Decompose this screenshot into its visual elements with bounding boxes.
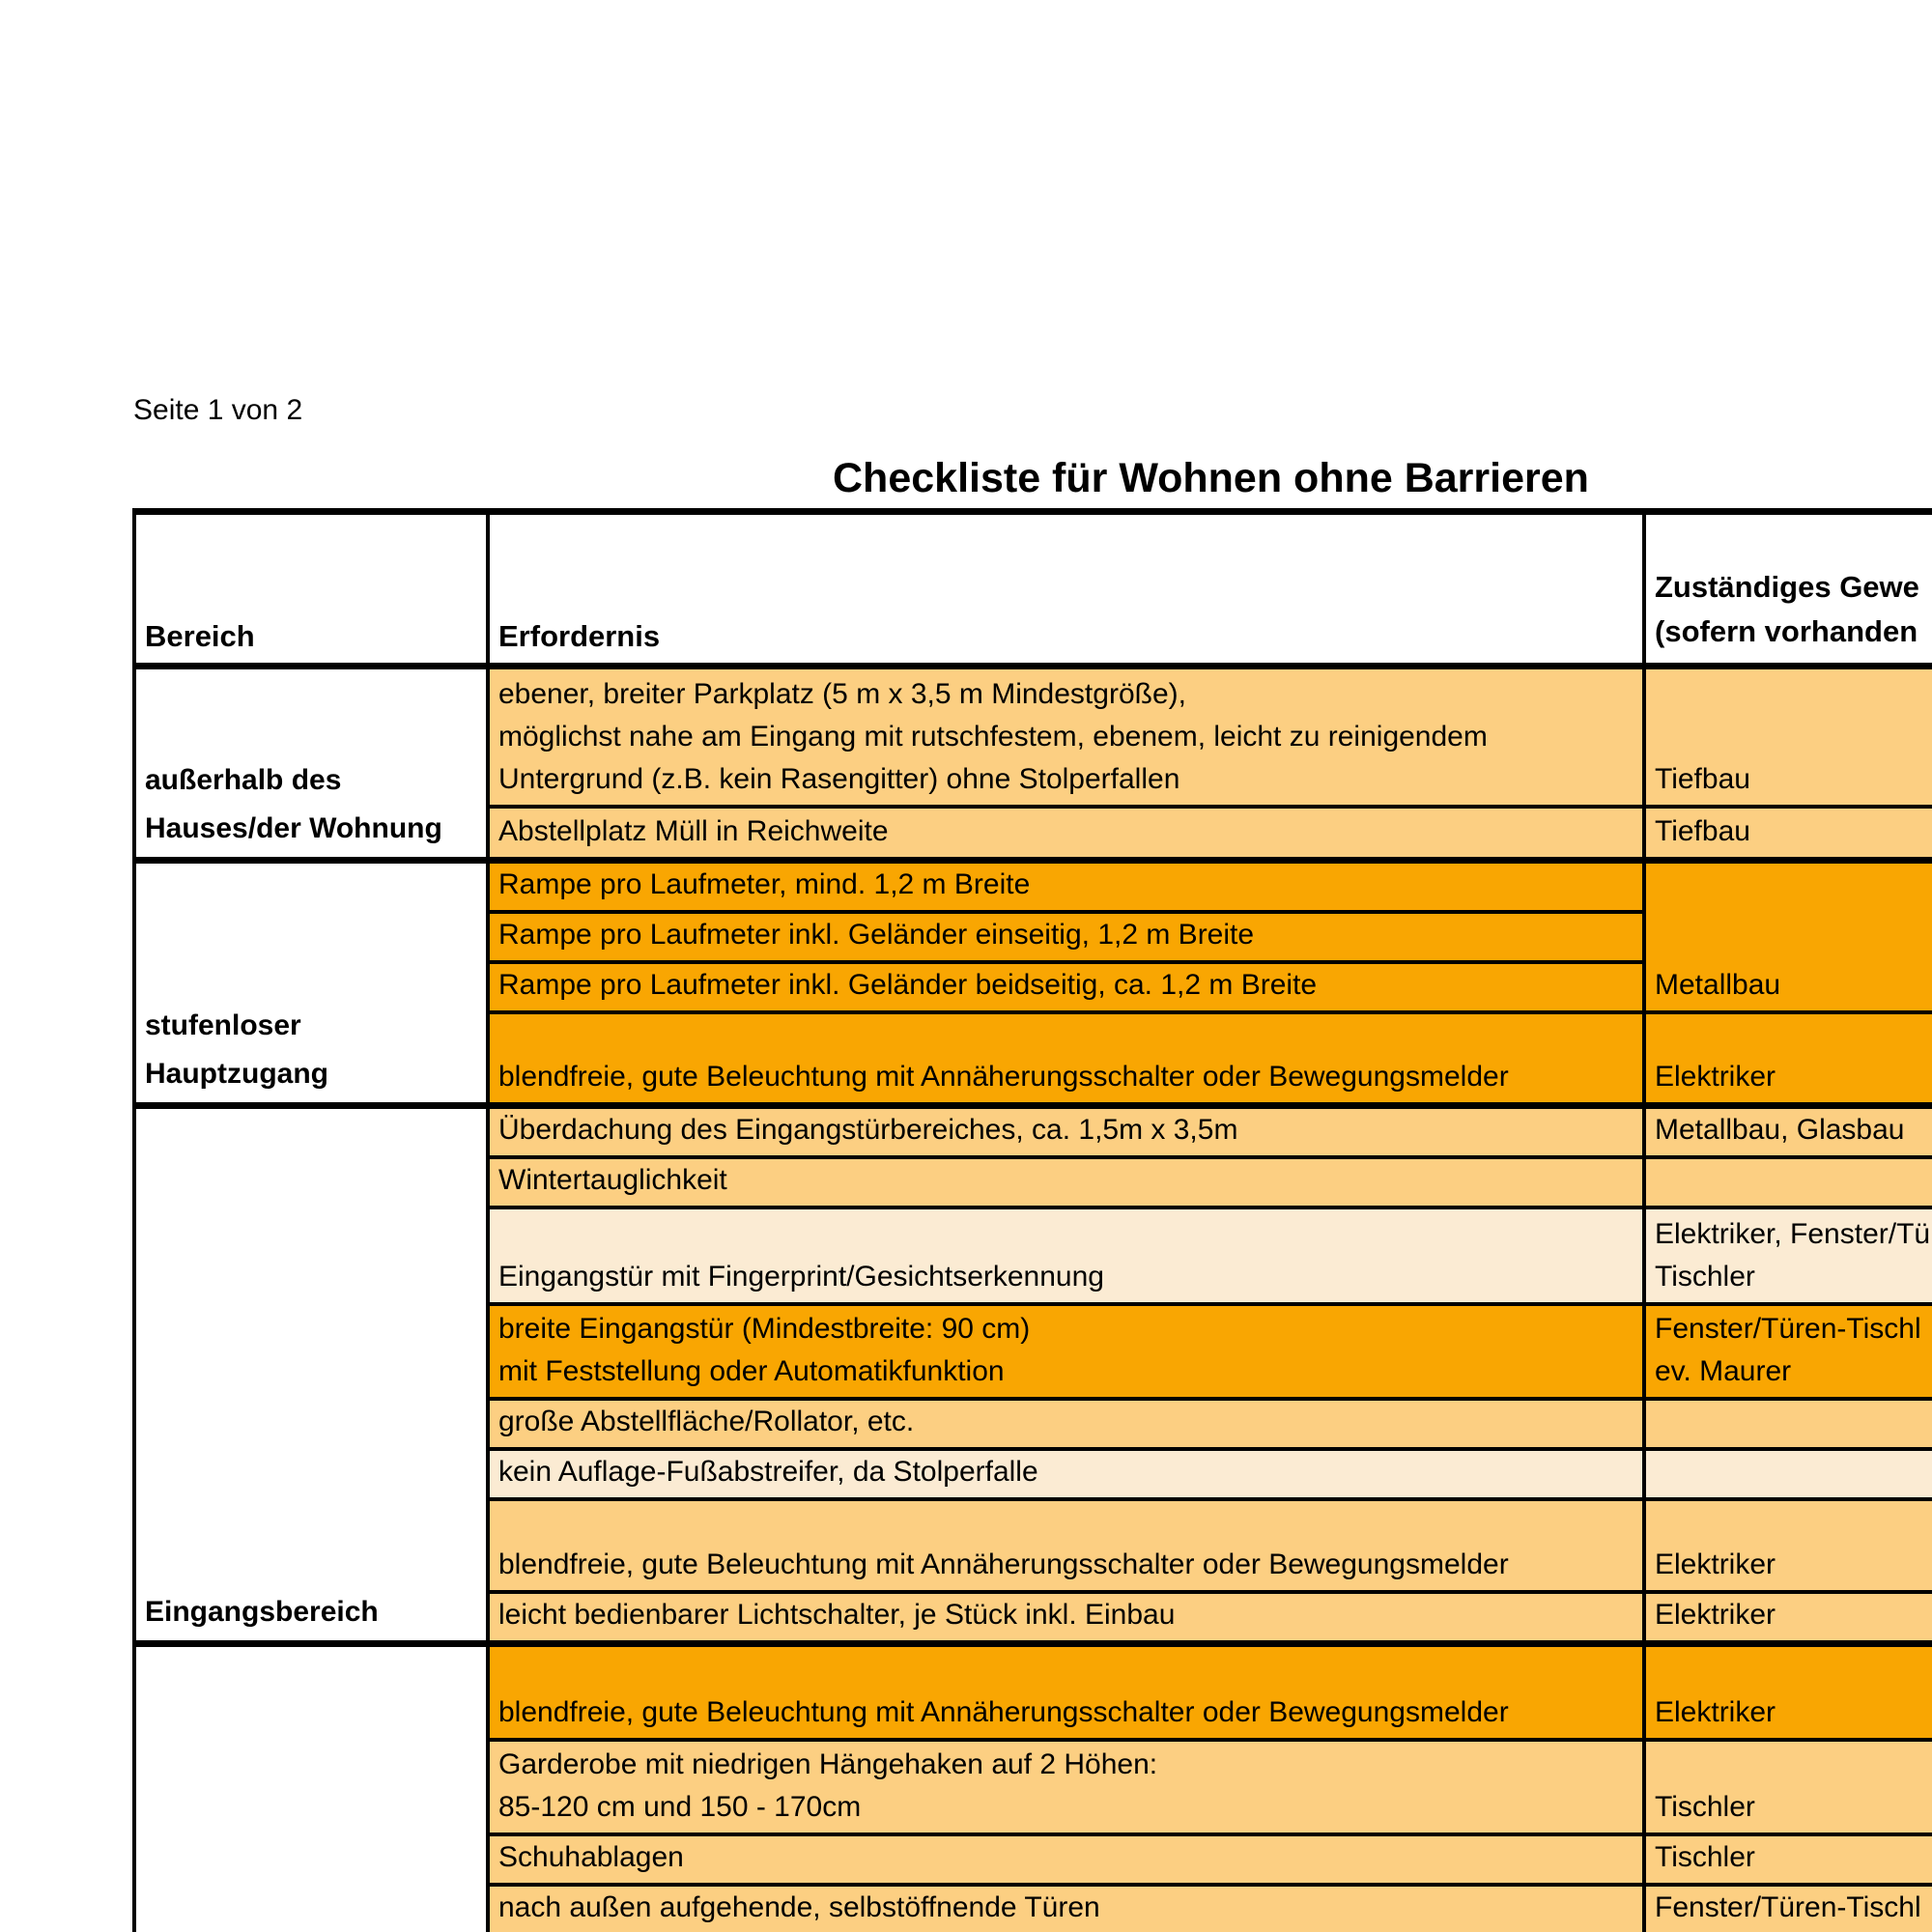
bereich-label-line: Eingangsbereich: [145, 1595, 379, 1628]
gewerbe-cell: [1644, 1643, 1932, 1740]
erfordernis-line: leicht bedienbarer Lichtschalter, je Stück inkl. Einbau: [498, 1598, 1176, 1631]
erfordernis-cell: [488, 807, 1644, 861]
erfordernis-line: kein Auflage-Fußabstreifer, da Stolperfalle: [498, 1455, 1038, 1488]
erfordernis-line: breite Eingangstür (Mindestbreite: 90 cm): [498, 1312, 1031, 1345]
bereich-cell: [134, 1105, 488, 1643]
erfordernis-line: 85-120 cm und 150 - 170cm: [498, 1791, 862, 1823]
erfordernis-cell: [488, 1885, 1644, 1932]
erfordernis-cell: [488, 1157, 1644, 1208]
gewerbe-cell: [1644, 1157, 1932, 1208]
erfordernis-cell: [488, 1592, 1644, 1644]
erfordernis-cell: [488, 1834, 1644, 1885]
gewerbe-cell: [1644, 861, 1932, 1013]
table-row: [134, 861, 1932, 913]
erfordernis-cell: [488, 1643, 1644, 1740]
gewerbe-label: Tischler: [1655, 1791, 1755, 1823]
erfordernis-line: ebener, breiter Parkplatz (5 m x 3,5 m Mindestgröße),: [498, 677, 1186, 710]
bereich-cell: [134, 1643, 488, 1932]
erfordernis-line: Rampe pro Laufmeter, mind. 1,2 m Breite: [498, 868, 1031, 900]
bereich-cell: [134, 667, 488, 861]
erfordernis-line: Schuhablagen: [498, 1841, 684, 1873]
gewerbe-label: Fenster/Türen-Tischl: [1655, 1312, 1921, 1345]
gewerbe-label: Elektriker: [1655, 1060, 1776, 1093]
gewerbe-cell: [1644, 1499, 1932, 1592]
erfordernis-cell: [488, 1105, 1644, 1157]
table-row: [134, 667, 1932, 807]
erfordernis-line: Garderobe mit niedrigen Hängehaken auf 2 Höhen:: [498, 1748, 1158, 1780]
erfordernis-line: möglichst nahe am Eingang mit rutschfestem, ebenem, leicht zu reinigendem: [498, 720, 1488, 753]
column-header-bereich: Bereich: [134, 512, 488, 667]
erfordernis-cell: [488, 1304, 1644, 1399]
bereich-label-line: Hauses/der Wohnung: [145, 812, 442, 844]
erfordernis-line: nach außen aufgehende, selbstöffnende Türen: [498, 1891, 1100, 1923]
gewerbe-cell: [1644, 1105, 1932, 1157]
page-indicator: Seite 1 von 2: [133, 394, 303, 426]
erfordernis-line: blendfreie, gute Beleuchtung mit Annäherungsschalter oder Bewegungsmelder: [498, 1548, 1509, 1580]
erfordernis-line: blendfreie, gute Beleuchtung mit Annäherungsschalter oder Bewegungsmelder: [498, 1696, 1509, 1728]
table-row: [134, 1105, 1932, 1157]
erfordernis-cell: [488, 1449, 1644, 1499]
erfordernis-cell: [488, 912, 1644, 962]
erfordernis-cell: [488, 667, 1644, 807]
gewerbe-label: Tischler: [1655, 1841, 1755, 1873]
gewerbe-label: Tiefbau: [1655, 815, 1750, 847]
gewerbe-cell: [1644, 1399, 1932, 1449]
document-title: Checkliste für Wohnen ohne Barrieren: [833, 455, 1589, 501]
erfordernis-cell: [488, 962, 1644, 1012]
table-row: [134, 1643, 1932, 1740]
erfordernis-line: blendfreie, gute Beleuchtung mit Annäherungsschalter oder Bewegungsmelder: [498, 1060, 1509, 1093]
table-header-row: [134, 512, 1932, 667]
bereich-label-line: stufenloser: [145, 1009, 301, 1041]
gewerbe-label: Tischler: [1655, 1260, 1755, 1293]
erfordernis-cell: [488, 1012, 1644, 1105]
gewerbe-label: Metallbau, Glasbau: [1655, 1113, 1905, 1146]
erfordernis-line: Überdachung des Eingangstürbereiches, ca. 1,5m x 3,5m: [498, 1113, 1238, 1146]
gewerbe-cell: [1644, 667, 1932, 807]
column-header-gewerbe: [1644, 512, 1932, 667]
gewerbe-cell: [1644, 1449, 1932, 1499]
erfordernis-line: Untergrund (z.B. kein Rasengitter) ohne Stolperfallen: [498, 762, 1180, 795]
gewerbe-cell: [1644, 1885, 1932, 1932]
erfordernis-cell: [488, 1208, 1644, 1304]
bereich-label-line: Hauptzugang: [145, 1057, 328, 1090]
erfordernis-cell: [488, 1499, 1644, 1592]
erfordernis-line: große Abstellfläche/Rollator, etc.: [498, 1405, 915, 1437]
erfordernis-cell: [488, 1740, 1644, 1834]
column-header-gewerbe-line1: Zuständiges Gewe: [1655, 570, 1919, 604]
gewerbe-cell: [1644, 1304, 1932, 1399]
gewerbe-cell: [1644, 1208, 1932, 1304]
gewerbe-cell: [1644, 807, 1932, 861]
column-header-gewerbe-line2: (sofern vorhanden: [1655, 614, 1918, 648]
erfordernis-line: Rampe pro Laufmeter inkl. Geländer beidseitig, ca. 1,2 m Breite: [498, 969, 1318, 1001]
gewerbe-cell: [1644, 1012, 1932, 1105]
gewerbe-cell: [1644, 1740, 1932, 1834]
checklist-table: [132, 508, 1932, 1932]
bereich-label-line: außerhalb des: [145, 764, 342, 796]
gewerbe-label: Elektriker, Fenster/Tü: [1655, 1217, 1931, 1250]
erfordernis-line: Eingangstür mit Fingerprint/Gesichtserkennung: [498, 1260, 1104, 1293]
erfordernis-cell: [488, 1399, 1644, 1449]
bereich-cell: [134, 861, 488, 1106]
gewerbe-label: Elektriker: [1655, 1598, 1776, 1631]
erfordernis-cell: [488, 861, 1644, 913]
erfordernis-line: Abstellplatz Müll in Reichweite: [498, 815, 889, 847]
erfordernis-line: Wintertauglichkeit: [498, 1163, 727, 1196]
gewerbe-cell: [1644, 1592, 1932, 1644]
gewerbe-cell: [1644, 1834, 1932, 1885]
erfordernis-line: mit Feststellung oder Automatikfunktion: [498, 1354, 1005, 1387]
gewerbe-label: ev. Maurer: [1655, 1354, 1792, 1387]
erfordernis-line: Rampe pro Laufmeter inkl. Geländer einseitig, 1,2 m Breite: [498, 919, 1255, 951]
gewerbe-label: Elektriker: [1655, 1696, 1776, 1728]
gewerbe-label: Metallbau: [1655, 969, 1781, 1001]
column-header-erfordernis: Erfordernis: [488, 512, 1644, 667]
gewerbe-label: Elektriker: [1655, 1548, 1776, 1580]
gewerbe-label: Fenster/Türen-Tischl: [1655, 1891, 1921, 1923]
gewerbe-label: Tiefbau: [1655, 762, 1750, 795]
